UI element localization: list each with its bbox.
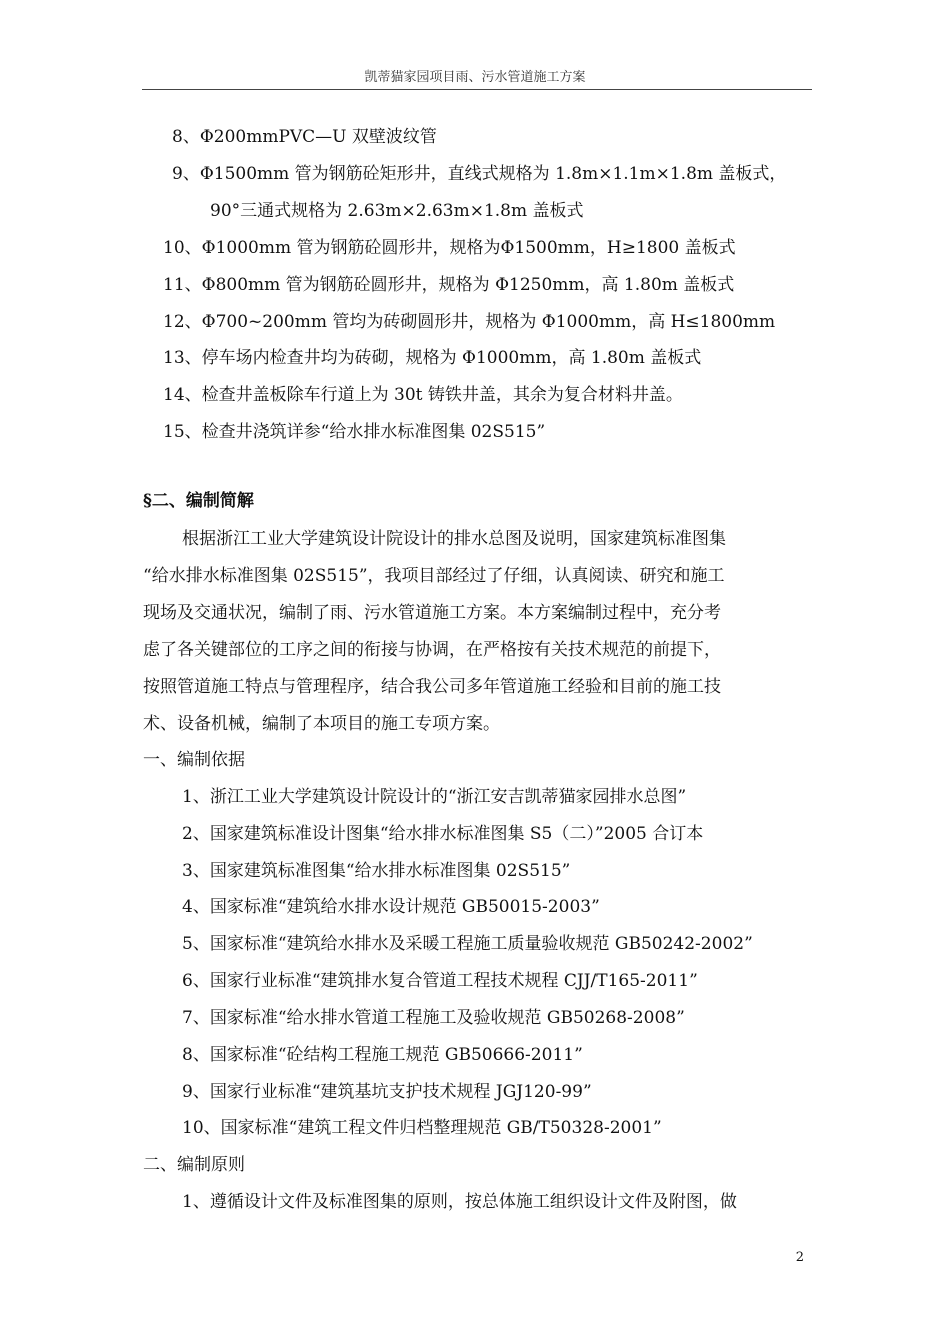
basis-item: 8、国家标准“砼结构工程施工规范 GB50666-2011” bbox=[182, 1045, 583, 1065]
basis-item: 5、国家标准“建筑给水排水及采暖工程施工质量验收规范 GB50242-2002” bbox=[182, 934, 753, 954]
spec-item: 14、检查井盖板除车行道上为 30t 铸铁井盖，其余为复合材料井盖。 bbox=[163, 385, 683, 405]
spec-item: 10、Φ1000mm 管为钢筋砼圆形井，规格为Φ1500mm，H≥1800 盖板式 bbox=[163, 238, 736, 258]
intro-line: “给水排水标准图集 02S515”，我项目部经过了仔细，认真阅读、研究和施工 bbox=[143, 566, 725, 586]
spec-item: 11、Φ800mm 管为钢筋砼圆形井，规格为 Φ1250mm，高 1.80m 盖板式 bbox=[163, 275, 735, 295]
principles-heading: 二、编制原则 bbox=[143, 1155, 245, 1175]
spec-item: 15、检查井浇筑详参“给水排水标准图集 02S515” bbox=[163, 422, 546, 442]
basis-item: 6、国家行业标准“建筑排水复合管道工程技术规程 CJJ/T165-2011” bbox=[182, 971, 698, 991]
basis-item: 10、国家标准“建筑工程文件归档整理规范 GB/T50328-2001” bbox=[182, 1118, 662, 1138]
page-header: 凯蒂猫家园项目雨、污水管道施工方案 bbox=[364, 70, 586, 85]
basis-item: 9、国家行业标准“建筑基坑支护技术规程 JGJ120-99” bbox=[182, 1082, 592, 1102]
spec-item: 12、Φ700~200mm 管均为砖砌圆形井，规格为 Φ1000mm，高 H≤1800mm bbox=[163, 312, 776, 332]
intro-line: 现场及交通状况，编制了雨、污水管道施工方案。本方案编制过程中，充分考 bbox=[143, 603, 721, 623]
spec-item-continuation: 90°三通式规格为 2.63m×2.63m×1.8m 盖板式 bbox=[210, 201, 584, 221]
principles-item: 1、遵循设计文件及标准图集的原则，按总体施工组织设计文件及附图，做 bbox=[182, 1192, 737, 1212]
intro-line: 根据浙江工业大学建筑设计院设计的排水总图及说明，国家建筑标准图集 bbox=[182, 529, 726, 549]
spec-item: 8、Φ200mmPVC—U 双壁波纹管 bbox=[172, 127, 437, 147]
spec-item: 9、Φ1500mm 管为钢筋砼矩形井，直线式规格为 1.8m×1.1m×1.8m 盖板式， bbox=[172, 164, 787, 184]
basis-heading: 一、编制依据 bbox=[143, 750, 245, 770]
basis-item: 3、国家建筑标准图集“给水排水标准图集 02S515” bbox=[182, 861, 571, 881]
spec-item: 13、停车场内检查井均为砖砌，规格为 Φ1000mm，高 1.80m 盖板式 bbox=[163, 348, 702, 368]
basis-item: 4、国家标准“建筑给水排水设计规范 GB50015-2003” bbox=[182, 897, 600, 917]
basis-item: 1、浙江工业大学建筑设计院设计的“浙江安吉凯蒂猫家园排水总图” bbox=[182, 787, 687, 807]
intro-line: 术、设备机械，编制了本项目的施工专项方案。 bbox=[143, 714, 500, 734]
header-divider bbox=[142, 89, 812, 90]
page-number: 2 bbox=[795, 1250, 804, 1265]
section-heading: §二、编制简解 bbox=[143, 491, 254, 511]
intro-line: 按照管道施工特点与管理程序，结合我公司多年管道施工经验和目前的施工技 bbox=[143, 677, 721, 697]
basis-item: 2、国家建筑标准设计图集“给水排水标准图集 S5（二）”2005 合订本 bbox=[182, 824, 704, 844]
basis-item: 7、国家标准“给水排水管道工程施工及验收规范 GB50268-2008” bbox=[182, 1008, 685, 1028]
intro-line: 虑了各关键部位的工序之间的衔接与协调，在严格按有关技术规范的前提下， bbox=[143, 640, 721, 660]
